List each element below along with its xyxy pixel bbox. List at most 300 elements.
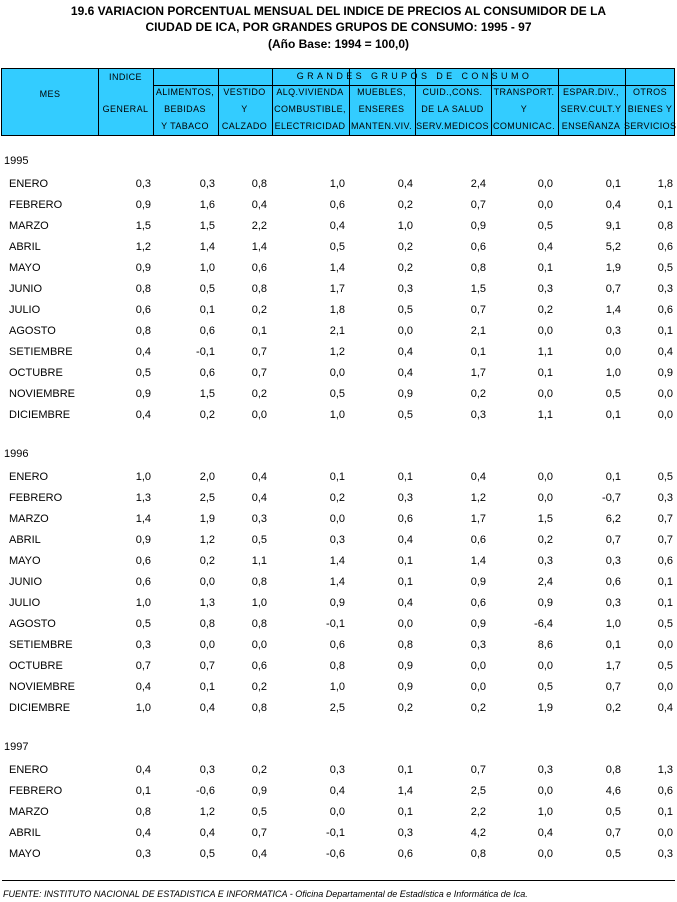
table-cell: 0,2 [199, 409, 215, 421]
table-cell: 1,9 [537, 702, 553, 714]
table-cell: 0,1 [135, 785, 151, 797]
table-cell: 0,6 [135, 576, 151, 588]
table-cell: 4,6 [605, 785, 621, 797]
table-cell: 0,9 [470, 618, 486, 630]
table-cell: -0,6 [196, 785, 215, 797]
table-cell: 0,0 [537, 325, 553, 337]
table-cell: 0,5 [199, 283, 215, 295]
table-cell: 1,1 [537, 409, 553, 421]
table-cell: 0,0 [397, 325, 413, 337]
table-cell: 8,6 [537, 639, 553, 651]
table-cell: 9,1 [605, 220, 621, 232]
year-label: 1996 [4, 448, 29, 460]
table-cell: 0,1 [397, 576, 413, 588]
header-group-column-1-line-3: Y TABACO [161, 121, 209, 131]
header-group-column-1-line-1: ALIMENTOS, [155, 87, 215, 97]
table-cell: 0,1 [199, 681, 215, 693]
month-label: ENERO [9, 764, 49, 776]
table-cell: 0,3 [199, 764, 215, 776]
table-cell: 0,3 [605, 555, 621, 567]
table-cell: 0,3 [605, 325, 621, 337]
table-cell: 0,5 [605, 806, 621, 818]
table-cell: 0,1 [605, 178, 621, 190]
table-cell: 0,4 [397, 367, 413, 379]
table-cell: 1,0 [329, 178, 345, 190]
table-cell: 0,3 [657, 492, 673, 504]
table-row [0, 325, 677, 341]
table-cell: 0,0 [470, 681, 486, 693]
table-cell: 0,0 [657, 388, 673, 400]
table-row [0, 283, 677, 299]
table-row [0, 848, 677, 864]
table-cell: 0,4 [397, 597, 413, 609]
table-cell: 0,0 [657, 639, 673, 651]
table-cell: 1,5 [135, 220, 151, 232]
table-cell: 0,8 [251, 178, 267, 190]
table-cell: 0,2 [397, 199, 413, 211]
table-row [0, 702, 677, 718]
table-cell: 1,5 [470, 283, 486, 295]
table-row [0, 388, 677, 404]
source-note: FUENTE: INSTITUTO NACIONAL DE ESTADISTICA E INFORMATICA - Oficina Departamental de Estadística e Informática de Ica. [3, 889, 528, 899]
table-cell: 2,2 [470, 806, 486, 818]
table-cell: 0,0 [329, 513, 345, 525]
table-cell: 0,1 [657, 597, 673, 609]
table-cell: 0,0 [605, 346, 621, 358]
table-cell: 0,6 [251, 262, 267, 274]
table-cell: 0,1 [199, 304, 215, 316]
month-label: NOVIEMBRE [9, 388, 76, 400]
month-label: JULIO [9, 597, 41, 609]
table-cell: 0,0 [537, 848, 553, 860]
table-cell: 1,5 [537, 513, 553, 525]
table-cell: 0,9 [657, 367, 673, 379]
table-cell: 1,7 [470, 367, 486, 379]
table-row [0, 534, 677, 550]
table-cell: 0,8 [135, 806, 151, 818]
table-cell: 0,6 [329, 639, 345, 651]
table-cell: 0,6 [251, 660, 267, 672]
table-row [0, 304, 677, 320]
table-cell: 0,5 [397, 304, 413, 316]
table-row [0, 827, 677, 843]
table-cell: 0,9 [397, 681, 413, 693]
month-label: AGOSTO [9, 325, 56, 337]
table-cell: 0,6 [199, 325, 215, 337]
table-cell: 1,0 [251, 597, 267, 609]
table-cell: 0,2 [251, 764, 267, 776]
table-cell: 0,7 [605, 827, 621, 839]
table-cell: 1,1 [537, 346, 553, 358]
table-cell: 0,5 [657, 471, 673, 483]
month-label: JUNIO [9, 283, 42, 295]
table-cell: 1,8 [657, 178, 673, 190]
table-cell: 0,1 [397, 471, 413, 483]
table-cell: 0,1 [657, 199, 673, 211]
table-cell: 0,2 [537, 304, 553, 316]
table-cell: 1,3 [657, 764, 673, 776]
table-cell: 0,0 [397, 618, 413, 630]
table-cell: 0,0 [657, 409, 673, 421]
table-cell: 0,4 [135, 764, 151, 776]
month-label: NOVIEMBRE [9, 681, 76, 693]
month-label: MAYO [9, 848, 41, 860]
table-cell: 0,1 [605, 471, 621, 483]
table-cell: 0,5 [199, 848, 215, 860]
table-cell: 0,0 [537, 471, 553, 483]
table-cell: 1,4 [329, 262, 345, 274]
table-cell: 0,5 [329, 241, 345, 253]
month-label: ABRIL [9, 827, 41, 839]
table-cell: 0,0 [537, 388, 553, 400]
table-cell: 0,4 [135, 409, 151, 421]
table-cell: 1,0 [605, 367, 621, 379]
table-cell: 0,7 [251, 346, 267, 358]
table-cell: 0,3 [135, 178, 151, 190]
table-cell: 0,4 [537, 827, 553, 839]
table-cell: 4,2 [470, 827, 486, 839]
table-cell: 0,2 [605, 702, 621, 714]
table-cell: 1,0 [329, 681, 345, 693]
table-cell: 0,0 [329, 367, 345, 379]
table-cell: 0,1 [657, 806, 673, 818]
table-cell: 0,4 [537, 241, 553, 253]
header-group-column-4-line-1: MUEBLES, [357, 87, 406, 97]
table-cell: 0,1 [537, 262, 553, 274]
month-label: JUNIO [9, 576, 42, 588]
table-cell: 1,3 [135, 492, 151, 504]
table-cell: 0,9 [135, 262, 151, 274]
table-cell: 1,7 [605, 660, 621, 672]
table-cell: 1,8 [329, 304, 345, 316]
table-cell: 0,4 [251, 199, 267, 211]
month-label: MAYO [9, 555, 41, 567]
header-group-column-2-line-2: Y [241, 104, 248, 114]
table-cell: 0,4 [135, 681, 151, 693]
table-cell: 0,1 [251, 325, 267, 337]
table-cell: 0,4 [135, 346, 151, 358]
table-cell: 0,7 [605, 534, 621, 546]
table-cell: 2,5 [199, 492, 215, 504]
table-cell: 0,6 [657, 304, 673, 316]
table-cell: 0,9 [329, 597, 345, 609]
table-cell: 0,8 [251, 702, 267, 714]
table-cell: 0,3 [605, 597, 621, 609]
table-cell: 0,7 [605, 681, 621, 693]
table-cell: 0,4 [199, 827, 215, 839]
header-indice-line-1: INDICE [109, 72, 142, 82]
table-cell: 0,3 [135, 639, 151, 651]
table-cell: 0,8 [329, 660, 345, 672]
table-cell: -0,6 [326, 848, 345, 860]
table-cell: 0,8 [470, 262, 486, 274]
table-cell: 0,0 [537, 785, 553, 797]
table-row [0, 409, 677, 425]
table-cell: 0,5 [397, 409, 413, 421]
table-cell: 0,4 [329, 220, 345, 232]
month-label: OCTUBRE [9, 660, 63, 672]
table-cell: 0,6 [397, 513, 413, 525]
header-group-column-6-line-3: COMUNICAC. [493, 121, 555, 131]
table-cell: 0,6 [657, 241, 673, 253]
table-cell: 0,3 [397, 492, 413, 504]
year-label: 1997 [4, 741, 29, 753]
table-cell: 0,1 [657, 576, 673, 588]
table-cell: 0,0 [251, 639, 267, 651]
table-cell: 0,8 [135, 325, 151, 337]
table-cell: 1,4 [251, 241, 267, 253]
table-cell: 0,8 [135, 283, 151, 295]
month-label: MARZO [9, 806, 49, 818]
table-cell: 0,1 [329, 471, 345, 483]
table-cell: -6,4 [534, 618, 553, 630]
header-group-column-8-line-2: BIENES Y [627, 104, 673, 114]
table-cell: 0,0 [199, 639, 215, 651]
table-cell: 0,2 [397, 241, 413, 253]
header-group-column-3-line-3: ELECTRICIDAD [274, 121, 346, 131]
table-row [0, 346, 677, 362]
table-cell: -0,1 [196, 346, 215, 358]
table-cell: 0,1 [397, 806, 413, 818]
table-cell: 0,2 [397, 262, 413, 274]
table-row [0, 576, 677, 592]
month-label: ABRIL [9, 534, 41, 546]
table-cell: 0,3 [329, 534, 345, 546]
table-cell: 0,0 [537, 178, 553, 190]
table-cell: 1,0 [135, 471, 151, 483]
table-cell: 0,8 [251, 618, 267, 630]
table-cell: 0,7 [657, 534, 673, 546]
table-cell: 0,3 [397, 283, 413, 295]
header-group-column-7-line-3: ENSEÑANZA [561, 121, 621, 131]
table-cell: 0,5 [605, 848, 621, 860]
table-cell: 0,3 [657, 848, 673, 860]
table-cell: 0,6 [657, 555, 673, 567]
table-cell: 1,3 [199, 597, 215, 609]
header-group-column-3-line-1: ALQ.VIVIENDA [276, 87, 344, 97]
table-cell: 0,8 [199, 618, 215, 630]
header-group-column-6-line-1: TRANSPORT. [493, 87, 555, 97]
month-label: FEBRERO [9, 785, 63, 797]
month-label: ABRIL [9, 241, 41, 253]
table-cell: 0,0 [537, 660, 553, 672]
table-cell: 0,5 [605, 388, 621, 400]
table-cell: 1,0 [537, 806, 553, 818]
table-cell: 0,2 [537, 534, 553, 546]
header-group-column-7-line-2: SERV.CULT.Y [560, 104, 622, 114]
table-cell: 0,3 [537, 283, 553, 295]
table-cell: 0,5 [657, 262, 673, 274]
table-cell: 0,6 [470, 597, 486, 609]
header-group-column-3-line-2: COMBUSTIBLE, [274, 104, 346, 114]
table-cell: 0,2 [329, 492, 345, 504]
table-cell: 1,1 [251, 555, 267, 567]
table-cell: 1,4 [329, 576, 345, 588]
table-cell: 1,5 [199, 220, 215, 232]
table-cell: 0,6 [135, 304, 151, 316]
month-label: DICIEMBRE [9, 702, 71, 714]
table-cell: 0,5 [537, 681, 553, 693]
table-row [0, 597, 677, 613]
table-row [0, 241, 677, 257]
table-cell: 1,5 [199, 388, 215, 400]
table-cell: 0,5 [657, 660, 673, 672]
table-cell: 0,4 [251, 471, 267, 483]
table-cell: 0,9 [251, 785, 267, 797]
table-cell: 0,0 [537, 199, 553, 211]
month-label: AGOSTO [9, 618, 56, 630]
header-group-column-2-line-1: VESTIDO [223, 87, 266, 97]
table-cell: -0,1 [326, 827, 345, 839]
table-row [0, 618, 677, 634]
table-cell: 0,4 [397, 178, 413, 190]
table-cell: 0,8 [251, 283, 267, 295]
table-cell: 0,5 [657, 618, 673, 630]
header-group-column-4-line-2: ENSERES [358, 104, 405, 114]
table-cell: 0,5 [251, 534, 267, 546]
table-cell: 0,7 [470, 304, 486, 316]
table-cell: 0,8 [470, 848, 486, 860]
table-title-line-2: CIUDAD DE ICA, POR GRANDES GRUPOS DE CONSUMO: 1995 - 97 [145, 20, 532, 34]
table-cell: 6,2 [605, 513, 621, 525]
table-cell: 0,0 [470, 660, 486, 672]
table-cell: 0,9 [470, 576, 486, 588]
table-cell: 0,4 [605, 199, 621, 211]
month-label: FEBRERO [9, 199, 63, 211]
table-cell: 0,2 [199, 555, 215, 567]
table-row [0, 199, 677, 215]
table-cell: 1,6 [199, 199, 215, 211]
table-cell: 0,6 [470, 241, 486, 253]
table-cell: 0,9 [135, 534, 151, 546]
table-cell: 0,9 [397, 388, 413, 400]
table-cell: 1,4 [397, 785, 413, 797]
table-cell: 1,9 [605, 262, 621, 274]
table-cell: 1,4 [199, 241, 215, 253]
table-cell: 0,6 [605, 576, 621, 588]
table-cell: 1,2 [199, 806, 215, 818]
header-group-column-5-line-2: DE LA SALUD [421, 104, 484, 114]
month-label: MAYO [9, 262, 41, 274]
table-cell: 0,0 [537, 492, 553, 504]
table-cell: -0,1 [326, 618, 345, 630]
table-cell: 0,4 [135, 827, 151, 839]
table-cell: 0,2 [470, 388, 486, 400]
table-cell: 0,6 [199, 367, 215, 379]
header-group-column-5-line-1: CUID.,CONS. [422, 87, 483, 97]
table-cell: 0,2 [251, 304, 267, 316]
table-cell: 2,1 [470, 325, 486, 337]
table-cell: 0,1 [397, 764, 413, 776]
footer-rule [2, 880, 675, 881]
month-label: ENERO [9, 471, 49, 483]
table-cell: 0,4 [397, 346, 413, 358]
table-cell: 0,8 [251, 576, 267, 588]
table-cell: 1,0 [199, 262, 215, 274]
table-cell: 0,0 [329, 806, 345, 818]
table-cell: 0,7 [470, 199, 486, 211]
table-cell: 0,5 [135, 618, 151, 630]
table-cell: 0,5 [537, 220, 553, 232]
table-cell: 0,4 [397, 534, 413, 546]
header-mes: MES [39, 89, 61, 99]
table-cell: 0,6 [470, 534, 486, 546]
table-row [0, 806, 677, 822]
table-cell: 0,7 [657, 513, 673, 525]
table-cell: 1,2 [199, 534, 215, 546]
table-cell: 0,3 [657, 283, 673, 295]
table-cell: 0,6 [329, 199, 345, 211]
table-row [0, 681, 677, 697]
table-cell: 1,2 [135, 241, 151, 253]
table-row [0, 220, 677, 236]
table-cell: 0,3 [329, 764, 345, 776]
table-row [0, 555, 677, 571]
table-cell: 0,2 [470, 702, 486, 714]
table-cell: 1,0 [135, 702, 151, 714]
table-cell: 0,1 [657, 325, 673, 337]
header-grandes-grupos: GRANDES GRUPOS DE CONSUMO [296, 71, 533, 81]
header-group-column-7-line-1: ESPAR.DIV., [563, 87, 619, 97]
table-cell: 0,4 [657, 346, 673, 358]
table-cell: 0,0 [657, 681, 673, 693]
month-label: MARZO [9, 513, 49, 525]
table-cell: 0,3 [470, 409, 486, 421]
table-cell: 0,1 [605, 639, 621, 651]
table-cell: 0,2 [251, 388, 267, 400]
table-cell: 0,0 [251, 409, 267, 421]
table-cell: 0,9 [135, 199, 151, 211]
table-cell: 0,6 [135, 555, 151, 567]
table-cell: 1,0 [397, 220, 413, 232]
header-group-column-8-line-1: OTROS [632, 87, 667, 97]
table-row [0, 367, 677, 383]
table-cell: 0,9 [537, 597, 553, 609]
table-cell: 2,2 [251, 220, 267, 232]
table-cell: 1,9 [199, 513, 215, 525]
table-cell: 1,4 [605, 304, 621, 316]
table-cell: 0,1 [605, 409, 621, 421]
table-cell: 0,4 [329, 785, 345, 797]
table-cell: 0,3 [397, 827, 413, 839]
header-group-column-1-line-2: BEBIDAS [164, 104, 206, 114]
table-cell: 0,7 [251, 367, 267, 379]
table-cell: 1,7 [470, 513, 486, 525]
table-row [0, 513, 677, 529]
table-cell: 0,4 [470, 471, 486, 483]
table-cell: 0,9 [397, 660, 413, 672]
table-cell: 0,5 [251, 806, 267, 818]
table-cell: 0,9 [135, 388, 151, 400]
table-cell: 0,1 [470, 346, 486, 358]
table-cell: 2,1 [329, 325, 345, 337]
table-cell: 2,4 [470, 178, 486, 190]
month-label: DICIEMBRE [9, 409, 71, 421]
month-label: ENERO [9, 178, 49, 190]
table-row [0, 639, 677, 655]
table-cell: 0,3 [470, 639, 486, 651]
table-cell: 2,4 [537, 576, 553, 588]
table-title-line-3: (Año Base: 1994 = 100,0) [267, 37, 410, 51]
table-cell: 1,4 [329, 555, 345, 567]
table-title-line-1: 19.6 VARIACION PORCENTUAL MENSUAL DEL INDICE DE PRECIOS AL CONSUMIDOR DE LA [70, 4, 607, 18]
table-cell: 1,4 [470, 555, 486, 567]
table-row [0, 178, 677, 194]
table-cell: 0,8 [397, 639, 413, 651]
header-group-column-5-line-3: SERV.MEDICOS [416, 121, 489, 131]
table-cell: 0,7 [251, 827, 267, 839]
table-cell: 0,6 [657, 785, 673, 797]
